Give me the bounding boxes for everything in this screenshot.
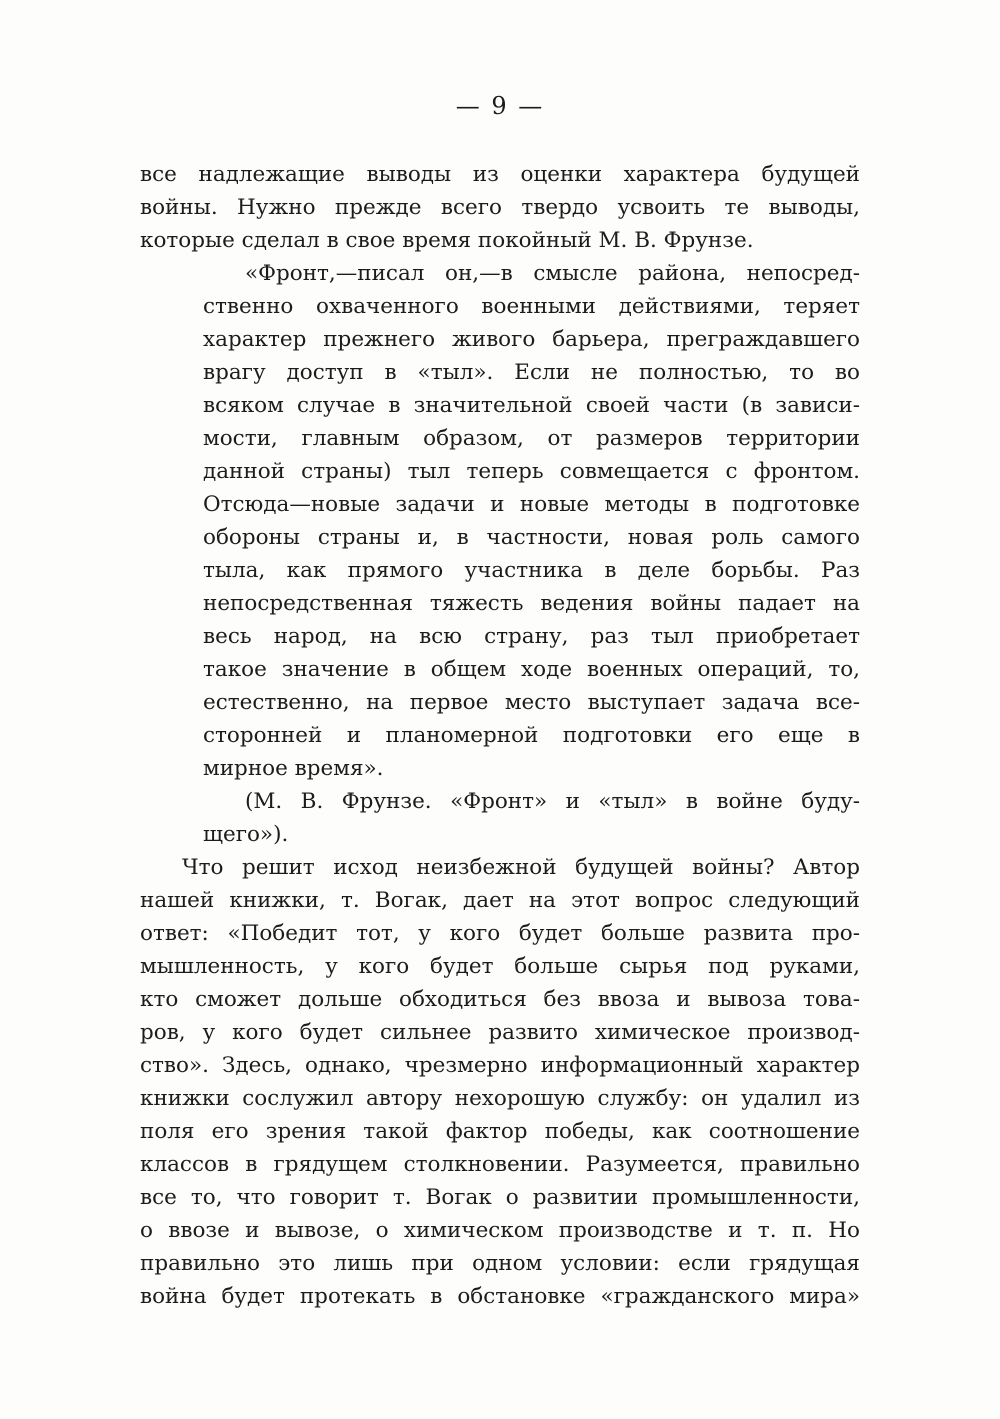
quote-line: тыла, как прямого участника в деле борьбы. Раз: [203, 558, 860, 583]
quote-line: Отсюда—новые задачи и новые методы в подготовке: [203, 492, 860, 517]
paragraph-line: нашей книжки, т. Вогак, дает на этот вопрос следующий: [140, 888, 860, 913]
quote-line: врагу доступ в «тыл». Если не полностью, то во: [203, 360, 860, 385]
paragraph-line: все то, что говорит т. Вогак о развитии промышленности,: [140, 1185, 860, 1210]
quote-line: весь народ, на всю страну, раз тыл приобретает: [203, 624, 860, 649]
quote-line: обороны страны и, в частности, новая роль самого: [203, 525, 860, 550]
intro-line: все надлежащие выводы из оценки характера будущей: [140, 162, 860, 187]
quote-line: непосредственная тяжесть ведения войны падает на: [203, 591, 860, 616]
paragraph-line: книжки сослужил автору нехорошую службу: он удалил из: [140, 1086, 860, 1111]
paragraph-line: война будет протекать в обстановке «гражданского мира»: [140, 1284, 860, 1309]
paragraph-line: правильно это лишь при одном условии: если грядущая: [140, 1251, 860, 1276]
quote-line: всяком случае в значительной своей части (в зависи-: [203, 393, 860, 418]
citation-line: (М. В. Фрунзе. «Фронт» и «тыл» в войне буду-: [245, 789, 860, 814]
quote-line: ственно охваченного военными действиями, теряет: [203, 294, 860, 319]
paragraph-line: поля его зрения такой фактор победы, как соотношение: [140, 1119, 860, 1144]
paragraph-line: кто сможет дольше обходиться без ввоза и вывоза това-: [140, 987, 860, 1012]
quote-line: «Фронт,—писал он,—в смысле района, непосред-: [245, 261, 860, 286]
quote-line: сторонней и планомерной подготовки его еще в: [203, 723, 860, 748]
paragraph-line: Что решит исход неизбежной будущей войны? Автор: [182, 855, 860, 880]
paragraph-line: ров, у кого будет сильнее развито химическое производ-: [140, 1020, 860, 1045]
paragraph-line: о ввозе и вывозе, о химическом производстве и т. п. Но: [140, 1218, 860, 1243]
page-number: — 9 —: [455, 92, 545, 120]
intro-line: войны. Нужно прежде всего твердо усвоить те выводы,: [140, 195, 860, 220]
citation-line: щего»).: [203, 822, 289, 847]
quote-line: данной страны) тыл теперь совмещается с фронтом.: [203, 459, 860, 484]
quote-line: такое значение в общем ходе военных операций, то,: [203, 657, 860, 682]
quote-line: мости, главным образом, от размеров территории: [203, 426, 860, 451]
paragraph-line: классов в грядущем столкновении. Разумеется, правильно: [140, 1152, 860, 1177]
paragraph-line: ответ: «Победит тот, у кого будет больше развита про-: [140, 921, 860, 946]
paragraph-line: ство». Здесь, однако, чрезмерно информационный характер: [140, 1053, 860, 1078]
quote-line: мирное время».: [203, 756, 384, 781]
intro-line: которые сделал в свое время покойный М. В. Фрунзе.: [140, 228, 754, 253]
quote-line: характер прежнего живого барьера, преграждавшего: [203, 327, 860, 352]
quote-line: естественно, на первое место выступает задача все-: [203, 690, 860, 715]
paragraph-line: мышленность, у кого будет больше сырья под руками,: [140, 954, 860, 979]
